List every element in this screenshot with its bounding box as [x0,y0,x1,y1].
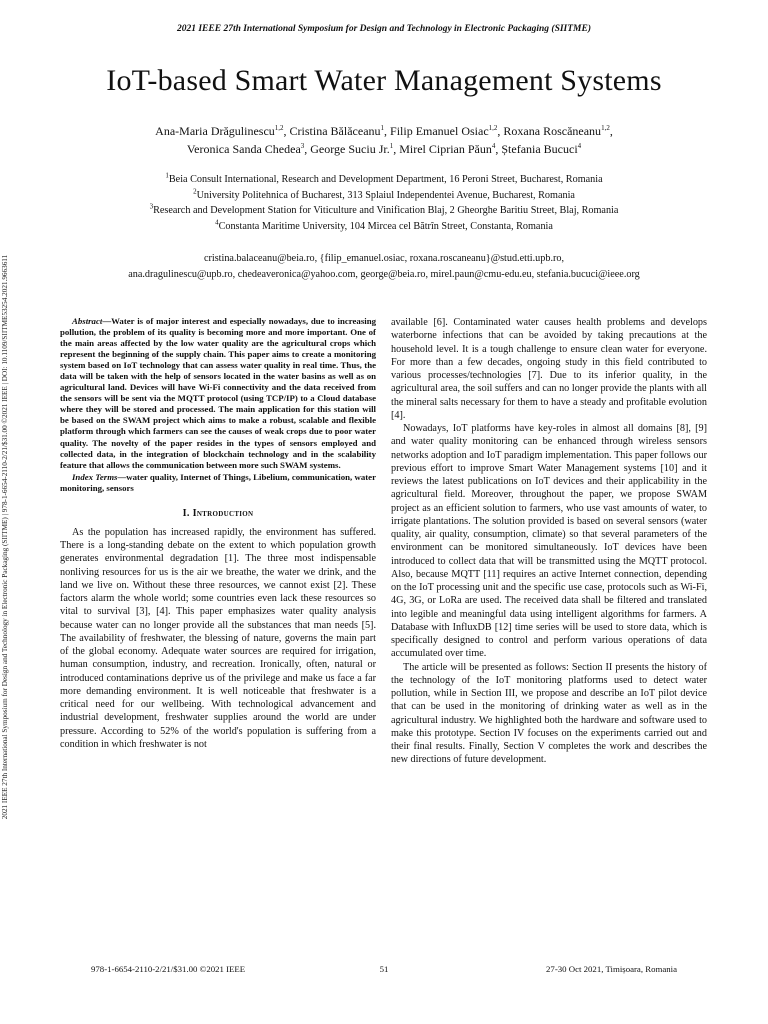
author: Mirel Ciprian Păun$^4$ [399,142,496,156]
author: Ștefania Bucuci$^4$ [501,142,582,156]
email-line: cristina.balaceanu@beia.ro, {filip_emanuel.osiac, roxana.roscaneanu}@stud.etti.upb.ro, [203,253,565,264]
author: Roxana Roscăneanu$^{1,2}$ [503,124,610,138]
index-terms-text: —water quality, Internet of Things, Libelium, communication, water monitoring, sensors [60,471,376,493]
footer-isbn: 978-1-6654-2110-2/21/$31.00 ©2021 IEEE [91,964,246,974]
author-list: Ana-Maria Drăgulinescu$^{1,2}$, Cristina Bălăceanu$^1$, Filip Emanuel Osiac$^{1,2}$, Roxana Roscăneanu$^{1,2}$, Veronica Sanda Chedea$^3$, George Suciu Jr.$^1$, Mirel Ciprian Păun$^4$, Ștefania Bucuci$^4$ [155,124,613,156]
paper-title: IoT-based Smart Water Management Systems [106,64,662,97]
email-line: ana.dragulinescu@upb.ro, chedeaveronica@yahoo.com, george@beia.ro, mirel.paun@cmu-edu.eu, stefania.bucuci@ieee.org [128,268,640,280]
email-list [30,251,738,282]
affiliation: $^2$University Politehnica of Bucharest, 313 Splaiul Independentei Avenue, Bucharest, Romania [193,187,575,201]
abstract-label: Abstract [72,316,103,326]
right-column [391,316,707,767]
author: Ana-Maria Drăgulinescu$^{1,2}$ [155,124,284,138]
footer-event: 27-30 Oct 2021, Timișoara, Romania [546,964,677,974]
abstract-text: —Water is of major interest and especially nowadays, due to increasing pollution, the problem of its quality is becoming more and more important. One of the main areas affected by the low water quality are the agricultural crops which represent the beginning of the supply chain. This paper aims to create a monitoring system based on IoT technology that can assess water quality in real time. Thus, the data will be taken with the help of sensors located in the water basins as well as on agricultural land. Devices will have Wi-Fi connectivity and the data received from the sensors will be sent via the MQTT protocol (using TCP/IP) to a Cloud database where they will be stored and processed. The main application for this station will be based on the SWAM project which aims to make a robust, scalable and flexible platform through which farmers can see the causes of weak crops due to poor water quality. The novelty of the paper resides in the types of sensors employed and collected data, in the integration of blockchain technology and in the scalability feature that allows the communication between more such SWAM systems. [60,316,376,470]
author: Cristina Bălăceanu$^1$ [289,124,385,138]
index-terms-label: Index Terms [72,471,118,482]
section-heading: I. Introduction [182,507,254,519]
abstract [60,316,376,471]
index-terms [60,472,376,494]
author: George Suciu Jr.$^1$ [310,142,394,156]
left-column [60,316,376,751]
author: Veronica Sanda Chedea$^3$ [186,142,305,156]
conference-header: 2021 IEEE 27th International Symposium for Design and Technology in Electronic Packaging (SIITME) [176,24,591,34]
doi-side-note: 2021 IEEE 27th International Symposium for Design and Technology in Electronic Packaging (SIITME) | 978-1-6654-2110-2/21/$31.00 ©2021 IEEE | DOI: 10.1109/SIITME53254.2021.9663611 [1,254,9,820]
body-paragraph: Nowadays, IoT platforms have key-roles in almost all domains [8], [9] and water quality monitoring can be enhanced through wireless sensors networks adoption and IoT paradigm implementation. This paper follows our previous effort to improve Smart Water Management systems [10] and it reviews the latest publications on IoT devices and their applicability in the agricultural field. Moreover, throughout the paper, we propose SWAM project as an efficient solution to farmers, who use vast amounts of water, to irrigate plantations. The solution provided is based on several sensors (water quality, air quality, consumption, climate) so that several parameters of the environment can be monitored simultaneously. IoT devices have been introduced to collect data that will be transmitted using the MQTT protocol. Also, because MQTT [11] requires an active Internet connection, depending on the IoT processing unit and the specific use case, protocols such as Wi-Fi, 4G, 3G, or LoRa are used. The received data shall be filtered and translated into legible and meaningful data using intelligent algorithms for farmers. A Database with InfluxDB [12] time series will be used to store data, which is specifically designed to control and perform various operations of data accumulated over time. [391,423,707,660]
body-paragraph: As the population has increased rapidly, the environment has suffered. There is a long-standing debate on the extent to which population growth generates environmental degradation [1]. The three most indispensable nonliving resources for us is the air we breathe, the water we drink, and the land we live on. Without these three resources, we cannot exist [2]. These factors alarm the whole world; some countries even lack these resources so vital to survival [3], [4]. This paper emphasizes water quality analysis because water can no longer provide all the substances that man needs [5]. The availability of freshwater, the blessing of nature, governs the main part of the global economy. Adequate water sources are required for irrigation, human consumption, industry, and recreation. Ironically, often, natural or introduced contaminations deprive us of the privilege and make us face a far more demanding environment. It is well noticeable that freshwater is a critical need for our wellbeing. With technological advancement and industrial development, freshwater supplies around the world are under pressure. According to 52% of the world's population is suffering from a condition in which freshwater is not [60,526,376,750]
affiliation: $^4$Constanta Maritime University, 104 Mircea cel Bătrîn Street, Constanta, Romania [215,218,553,232]
page-number: 51 [379,964,389,974]
affiliation: $^1$Beia Consult International, Research and Development Department, 16 Peroni Street, Bucharest, Romania [165,171,603,185]
author: Filip Emanuel Osiac$^{1,2}$ [390,124,498,138]
affiliation: $^3$Research and Development Station for Viticulture and Vinification Blaj, 2 Gheorghe Baritiu Street, Blaj, Romania [149,202,619,216]
body-paragraph: The article will be presented as follows: Section II presents the history of the technology of the IoT monitoring platforms used to detect water pollution, while in Section III, we propose and describe an IoT pilot device that can be used in the monitoring of drinking water as well as in the agricultural industry. We highlighted both the hardware and software used to make this prototype. Section IV focuses on the experiments carried out and their final results. Finally, Section V completes the work and describes the new directions of future development. [391,661,707,766]
affiliation-list [40,172,728,234]
body-paragraph: available [6]. Contaminated water causes health problems and develops waterborne infections that can be avoided by taking precautions at the household level. It is a tough challenge to ensure clean water for everyone. For more than a few decades, ongoing study in this field contributed to various processes/technologies [7]. Due to its inferior quality, in the agricultural area, the soil suffers and can no longer provide the plants with all the mineral salts necessary for them to have a steady and profitable evolution [4]. [391,317,707,421]
